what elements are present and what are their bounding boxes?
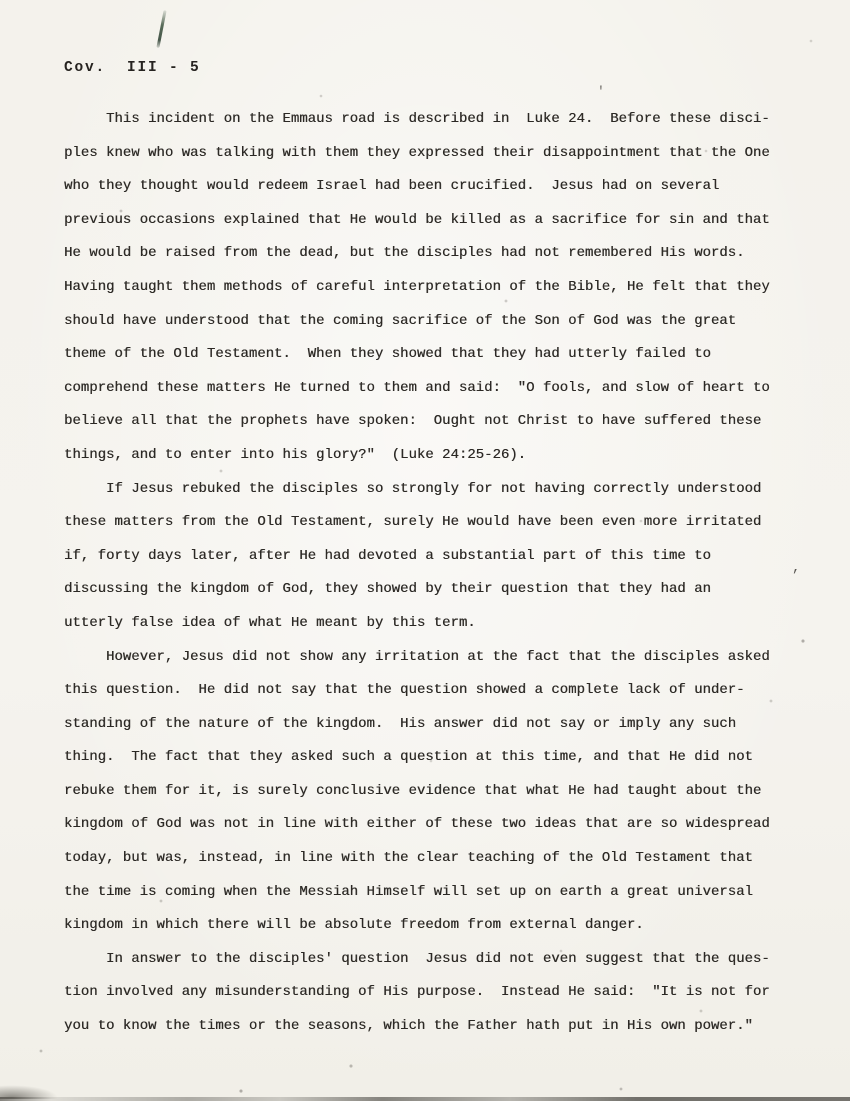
page-label: Cov. III - 5 (64, 60, 201, 76)
stray-tick-mark: ' (597, 84, 605, 99)
scan-edge-artifact (0, 1097, 850, 1101)
paragraph-2: If Jesus rebuked the disciples so strongly for not having correctly understood these matters from the Old Testament, surely He would have been even more irritated if, forty days later, after He had devoted a substantial part of this time to discussing the kingdom of God, they showed by their question that they had an utterly false idea of what He meant by this term. (64, 480, 762, 631)
document-body (64, 103, 800, 1044)
pen-stroke-mark (156, 10, 166, 48)
paragraph-4: In answer to the disciples' question Jesus did not even suggest that the ques- tion involved any misunderstanding of His purpose. Instead He said: "It is not for you to know the times or the seasons, which the Father hath put in His own power." (64, 950, 770, 1035)
scan-noise-specks (0, 0, 2, 2)
paragraph-1: This incident on the Emmaus road is described in Luke 24. Before these disci- ples knew who was talking with them they expressed their disappointment that the One who they thought would redeem Israel had been crucified. Jesus had on several previous occasions explained that He would be killed as a sacrifice for sin and that He would be raised from the dead, but the disciples had not remembered His words. Having taught them methods of careful interpretation of the Bible, He felt that they should have understood that the coming sacrifice of the Son of God was the great theme of the Old Testament. When they showed that they had utterly failed to comprehend these matters He turned to them and said: "O fools, and slow of heart to believe all that the prophets have spoken: Ought not Christ to have suffered these things, and to enter into his glory?" (Luke 24:25-26). (64, 111, 770, 463)
stray-comma-mark: , (792, 560, 801, 576)
paragraph-3: However, Jesus did not show any irritation at the fact that the disciples asked this question. He did not say that the question showed a complete lack of under- standing of the nature of the kingdom. His answer did not say or imply any such thing. The fact that they asked such a question at this time, and that He did not rebuke them for it, is surely conclusive evidence that what He had taught about the kingdom of God was not in line with either of these two ideas that are so widespread today, but was, instead, in line with the clear teaching of the Old Testament that the time is coming when the Messiah Himself will set up on earth a great universal kingdom in which there will be absolute freedom from external danger. (64, 648, 770, 934)
